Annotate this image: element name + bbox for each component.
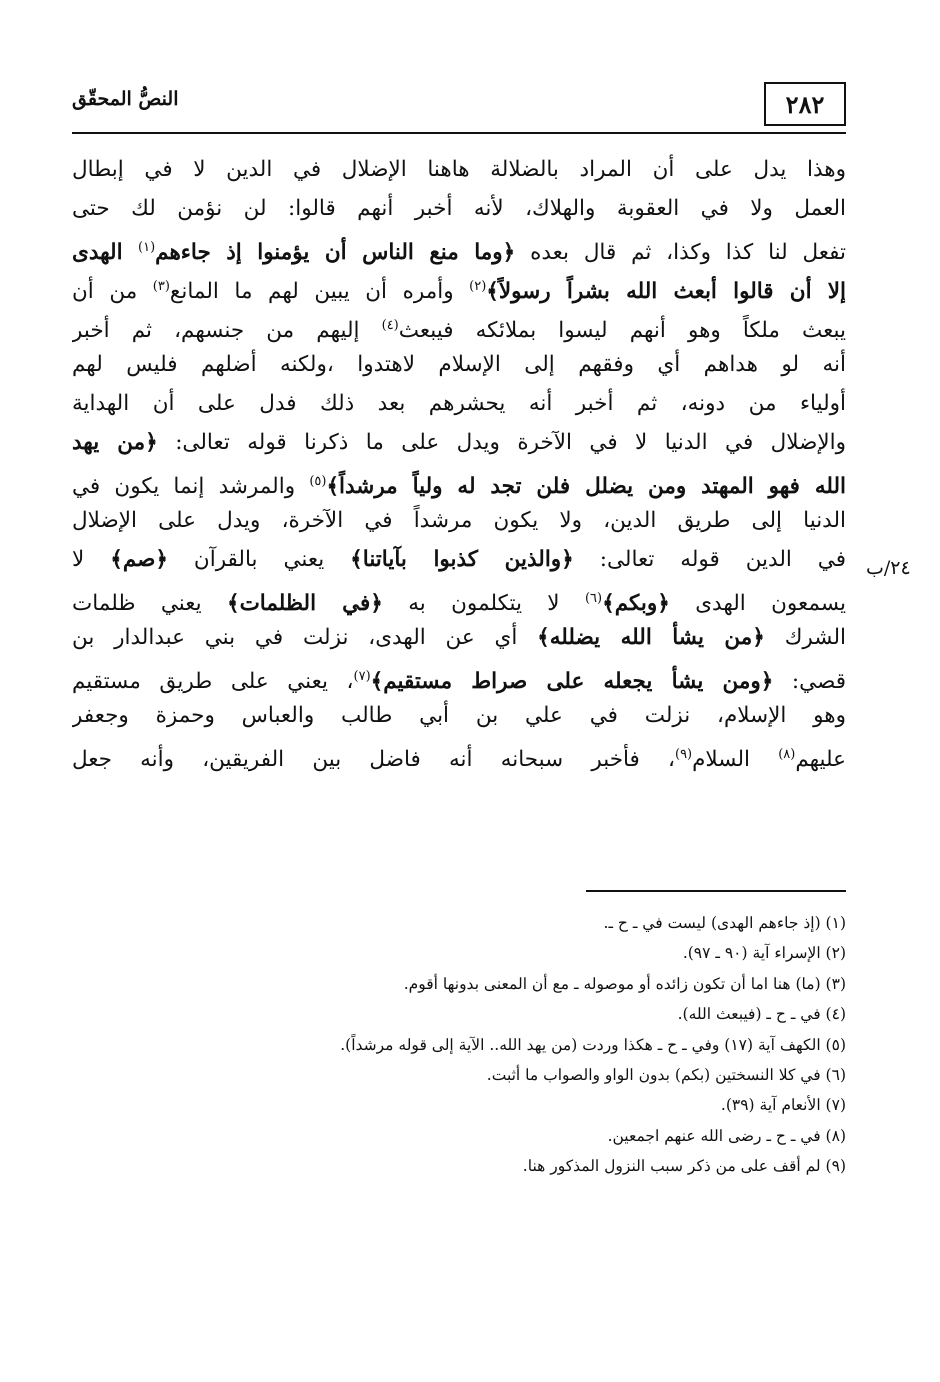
text-segment: ، فأخبر سبحانه أنه فاضل بين الفريقين، وأنه جعل [72,747,675,773]
header-rule [72,132,846,134]
footnote-reference: (٧) [353,669,371,684]
quran-verse: ﴿من يشأ الله يضلله﴾ [537,625,765,650]
footnote-item: (٨) في ـ ح ـ رضى الله عنهم اجمعين. [607,1126,846,1145]
text-line [72,462,846,501]
text-segment: أي عن الهدى، نزلت في بني عبدالدار بن [72,625,538,650]
quran-verse: ﴿ومن يشأ يجعله على صراط مستقيم﴾ [370,669,774,695]
footnote-reference: (٦) [584,591,603,606]
quran-verse: ﴿صم﴾ [110,547,168,572]
text-segment: وهذا يدل على أن المراد بالضلالة هاهنا الإضلال في الدين لا في إبطال [72,157,846,182]
footnote-reference: (١) [138,240,156,255]
text-line [72,501,846,540]
running-title: النصُّ المحقّق [72,88,179,110]
footnote-reference: (٤) [381,318,399,333]
text-segment: الشرك [764,625,846,650]
text-line [72,345,846,384]
quran-verse: إلا أن قالوا أبعث الله بشراً رسولاً﴾ [486,279,846,305]
text-segment: والإضلال في الدنيا لا في الآخرة ويدل على ما ذكرنا قوله تعالى: [157,430,846,455]
footnote-item: (٤) في ـ ح ـ (فيبعث الله). [677,1005,846,1024]
quran-verse: ﴿في الظلمات﴾ [226,591,383,617]
text-line [72,540,846,579]
footnotes [160,908,846,1182]
text-segment: لا يتكلمون به [382,591,585,617]
text-segment: والمرشد إنما يكون في [72,474,310,500]
text-line [72,579,846,618]
text-segment: لا [72,547,111,572]
text-segment: أولياء من دونه، ثم أخبر أنه يحشرهم بعد ذلك فدل على أن الهداية [72,391,846,416]
text-line [72,228,846,267]
text-segment: وأمره أن يبين لهم ما المانع [169,279,470,305]
footnote-item: (١) (إذ جاءهم الهدى) ليست في ـ ح ـ. [603,914,846,932]
footnote-separator [586,890,846,892]
quran-verse: ﴿وبكم﴾ [602,591,670,617]
text-segment: من أن [72,279,153,305]
text-segment: إليهم من جنسهم، ثم أخبر [72,318,382,344]
quran-verse: ﴿من يهد [72,430,158,455]
text-segment: العمل ولا في العقوبة والهلاك، لأنه أخبر أنهم قالوا: لن نؤمن لك حتى [72,196,846,221]
page-header [72,82,846,134]
quran-verse: ﴿وما منع الناس أن يؤمنوا إذ جاءهم [155,240,516,266]
footnote-item: (٧) الأنعام آية (٣٩). [720,1096,846,1115]
footnote-reference: (٣) [152,279,170,294]
quran-verse: الله فهو المهتد ومن يضلل فلن تجد له ولياً مرشداً﴾ [326,474,846,500]
footnote-item: (٢) الإسراء آية (٩٠ ـ ٩٧). [682,944,846,963]
page-number: ٢٨٢ [764,82,846,126]
text-segment: يبعث ملكاً وهو أنهم ليسوا بملائكه فيبعث [398,318,846,344]
text-segment: ، يعني على طريق مستقيم [72,669,354,695]
footnote-item: (٦) في كلا النسختين (بكم) بدون الواو والصواب ما أثبت. [486,1066,846,1085]
text-line [72,150,846,189]
text-segment: السلام [692,747,779,773]
text-segment: وهو الإسلام، نزلت في علي بن أبي طالب والعباس وحمزة وجعفر [72,703,846,728]
text-segment: أنه لو هداهم أي وفقهم إلى الإسلام لاهتدوا ،ولكنه أضلهم فليس لهم [72,352,846,377]
quran-verse: الهدى [72,240,139,266]
text-segment: في الدين قوله تعالى: [573,547,846,572]
text-segment: تفعل لنا كذا وكذا، ثم قال بعده [515,240,846,266]
footnote-item: (٩) لم أقف على من ذكر سبب النزول المذكور هنا. [522,1157,846,1176]
footnote-item: (٣) (ما) هنا اما أن تكون زائده أو موصوله ـ مع أن المعنى بدونها أقوم. [403,974,846,993]
footnote-reference: (٩) [674,747,693,762]
text-line [72,384,846,423]
text-segment: قصي: [773,669,846,695]
text-segment: يسمعون الهدى [669,591,846,617]
text-line [72,696,846,735]
text-segment: يعني ظلمات [72,591,227,617]
text-line [72,657,846,696]
footnote-reference: (٨) [778,747,796,762]
quran-verse: ﴿والذين كذبوا بآياتنا﴾ [350,547,574,572]
margin-folio-note: ٢٤/ب [866,557,911,579]
text-line [72,189,846,228]
text-line [72,735,846,774]
main-text [72,150,846,774]
footnote-item: (٥) الكهف آية (١٧) وفي ـ ح ـ هكذا وردت (من يهد الله.. الآية إلى قوله مرشداً). [340,1035,846,1054]
text-segment: يعني بالقرآن [167,547,351,572]
text-segment: الدنيا إلى طريق الدين، ولا يكون مرشداً في الآخرة، ويدل على الإضلال [72,508,846,533]
text-segment: عليهم [795,747,846,773]
text-line [72,306,846,345]
text-line [72,267,846,306]
text-line [72,423,846,462]
footnote-reference: (٥) [309,474,327,489]
footnote-reference: (٢) [469,279,487,294]
text-line [72,618,846,657]
